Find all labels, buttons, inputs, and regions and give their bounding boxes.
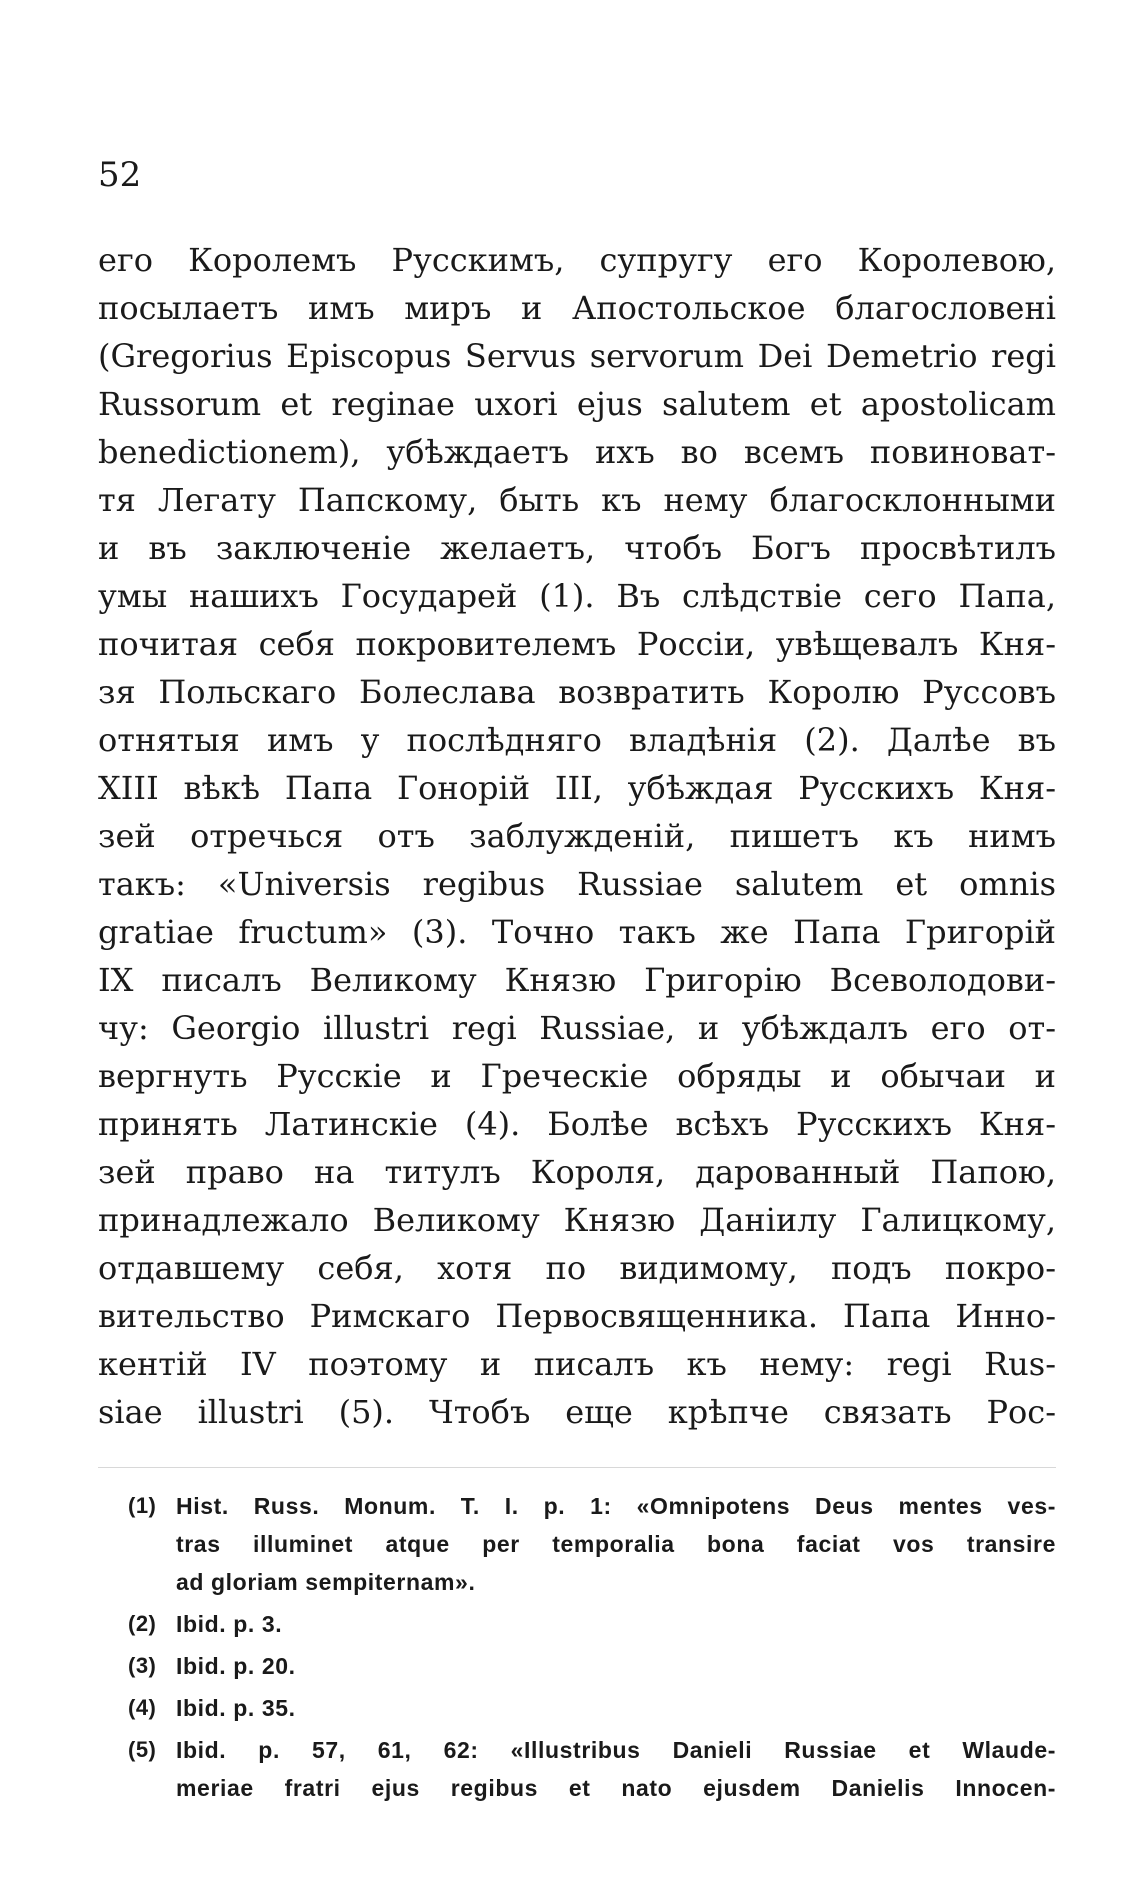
body-line: тя Легату Папскому, быть къ нему благосклонными	[98, 481, 1056, 519]
body-line: вительство Римскаго Первосвященника. Папа Инно-	[98, 1297, 1056, 1335]
body-line: зя Польскаго Болеслава возвратить Королю Руссовъ	[98, 673, 1056, 711]
page-number: 52	[98, 155, 142, 195]
footnote-line: Ibid. p. 35.	[176, 1695, 296, 1721]
footnote-5	[128, 1731, 1056, 1807]
footnote-2	[128, 1605, 1056, 1643]
body-line: чу: Georgio illustri regi Russiae, и убѣждалъ его от-	[98, 1009, 1056, 1047]
body-line: Russorum et reginae uxori ejus salutem et apostolicam	[98, 385, 1056, 423]
body-text	[98, 236, 1056, 1436]
footnote-mark: (1)	[128, 1493, 157, 1518]
body-line: посылаетъ имъ миръ и Апостольское благословенi	[98, 289, 1056, 327]
body-line: принять Латинскiе (4). Болѣе всѣхъ Русскихъ Кня-	[98, 1105, 1056, 1143]
body-line: умы нашихъ Государей (1). Въ слѣдствiе сего Папа,	[98, 577, 1056, 615]
body-line: кентiй IV поэтому и писалъ къ нему: regi Rus-	[98, 1345, 1056, 1383]
body-line: зей право на титулъ Короля, дарованный Папою,	[98, 1153, 1056, 1191]
footnote-line: ad gloriam sempiternam».	[176, 1569, 476, 1595]
body-line: его Королемъ Русскимъ, супругу его Королевою,	[98, 241, 1056, 279]
footnote-4	[128, 1689, 1056, 1727]
footnote-line: Hist. Russ. Monum. T. I. p. 1: «Omnipotens Deus mentes ves-	[176, 1493, 1056, 1519]
footnote-mark: (2)	[128, 1611, 157, 1636]
footnote-line: tras illuminet atque per temporalia bona faciat vos transire	[176, 1531, 1056, 1557]
footnote-mark: (3)	[128, 1653, 157, 1678]
body-line: отнятыя имъ у послѣдняго владѣнiя (2). Далѣе въ	[98, 721, 1056, 759]
footnote-line: Ibid. p. 57, 61, 62: «Illustribus Danieli Russiae et Wlaude-	[176, 1737, 1056, 1763]
body-line: почитая себя покровителемъ Россiи, увѣщевалъ Кня-	[98, 625, 1056, 663]
body-line: siae illustri (5). Чтобъ еще крѣпче связать Рос-	[98, 1393, 1056, 1431]
body-line: принадлежало Великому Князю Данiилу Галицкому,	[98, 1201, 1056, 1239]
body-line: gratiae fructum» (3). Точно такъ же Папа Григорiй	[98, 913, 1056, 951]
body-line: вергнуть Русскiе и Греческiе обряды и обычаи и	[98, 1057, 1056, 1095]
body-line: и въ заключенiе желаетъ, чтобъ Богъ просвѣтилъ	[98, 529, 1056, 567]
body-line: IX писалъ Великому Князю Григорiю Всеволодови-	[98, 961, 1056, 999]
footnote-divider	[98, 1467, 1056, 1468]
body-line: отдавшему себя, хотя по видимому, подъ покро-	[98, 1249, 1056, 1287]
footnotes	[128, 1487, 1056, 1811]
body-line: такъ: «Universis regibus Russiae salutem et omnis	[98, 865, 1056, 903]
footnote-mark: (5)	[128, 1737, 157, 1762]
body-line: зей отречься отъ заблужденiй, пишетъ къ нимъ	[98, 817, 1056, 855]
body-line: benedictionem), убѣждаетъ ихъ во всемъ повиноват-	[98, 433, 1056, 471]
footnote-line: Ibid. p. 20.	[176, 1653, 296, 1679]
footnote-3	[128, 1647, 1056, 1685]
footnote-1	[128, 1487, 1056, 1601]
footnote-line: meriae fratri ejus regibus et nato ejusdem Danielis Innocen-	[176, 1775, 1056, 1801]
footnote-mark: (4)	[128, 1695, 157, 1720]
body-line: (Gregorius Episcopus Servus servorum Dei Demetrio regi	[98, 337, 1056, 375]
footnote-line: Ibid. p. 3.	[176, 1611, 283, 1637]
body-line: XIII вѣкѣ Папа Гонорiй III, убѣждая Русскихъ Кня-	[98, 769, 1056, 807]
